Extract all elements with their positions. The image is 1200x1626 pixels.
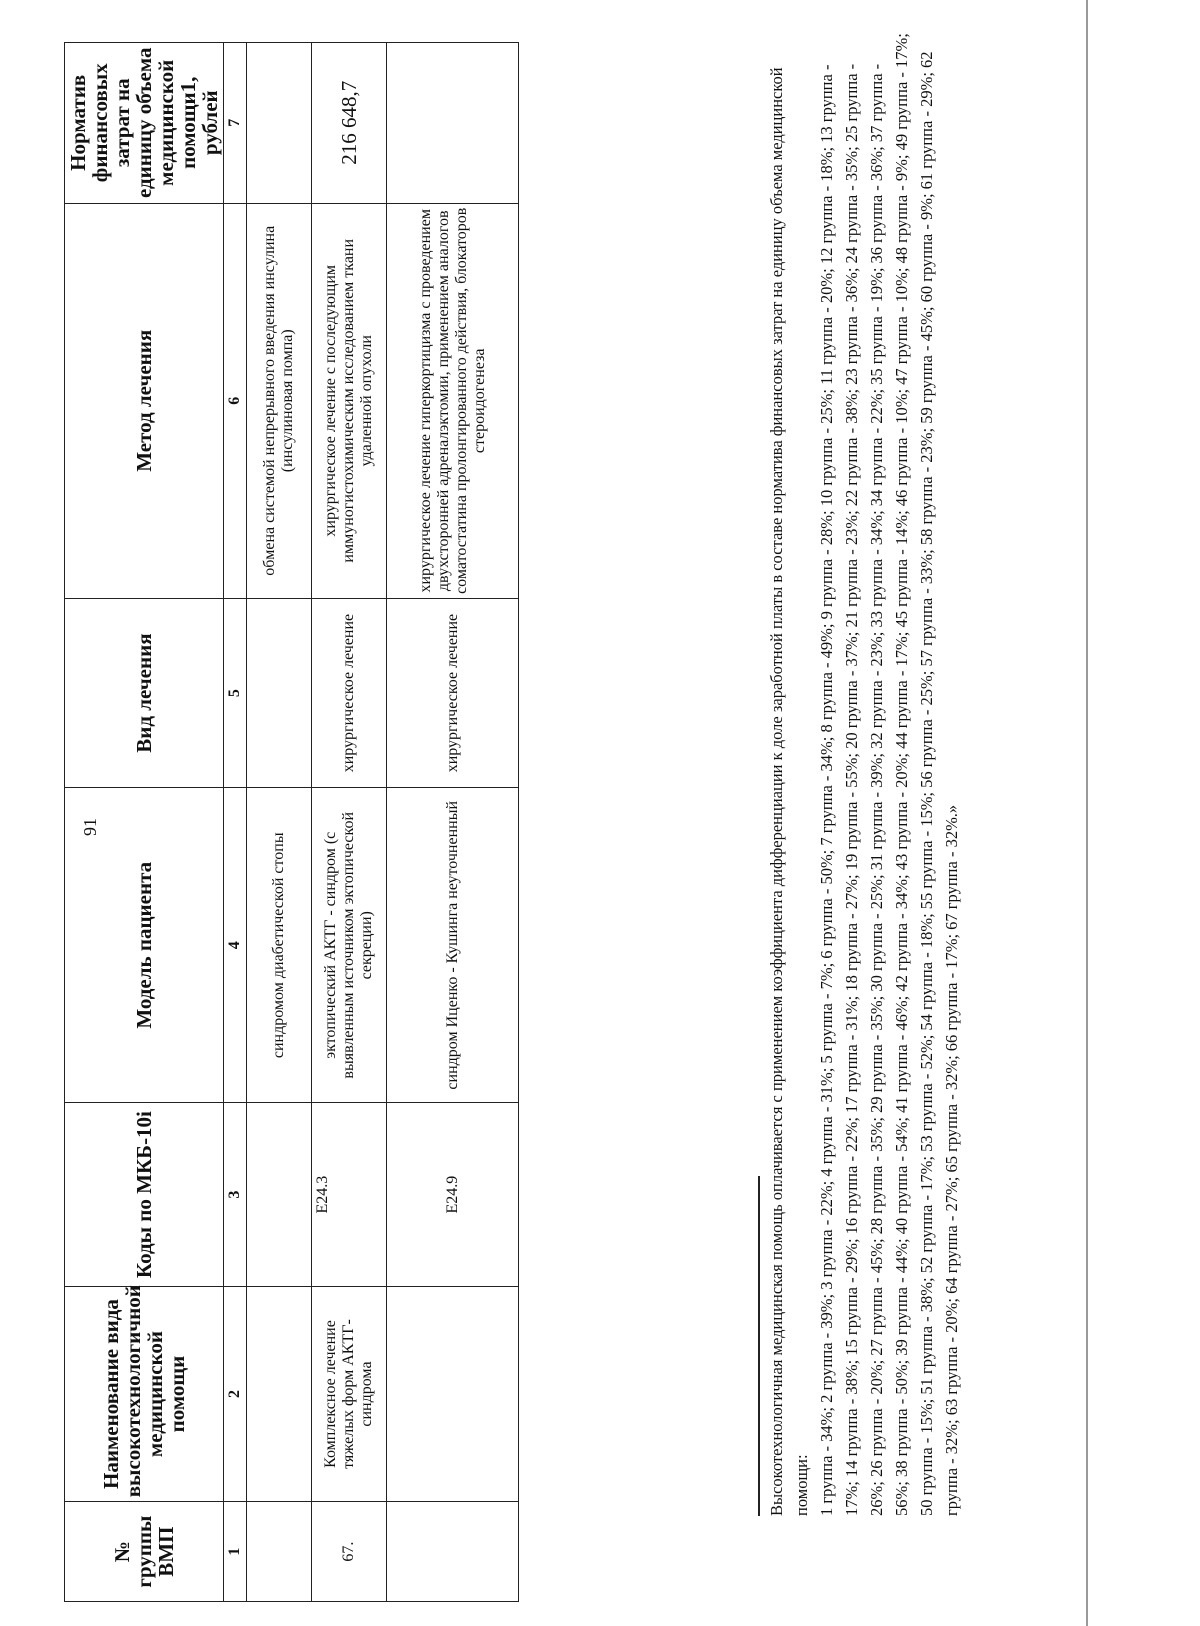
cell-cost: 216 648,7 [312,43,387,204]
column-number: 3 [224,1103,247,1286]
cell-model: синдромом диабетической стопы [247,788,312,1103]
footnote-groups: 1 группа - 34%; 2 группа - 39%; 3 группа - 22%; 4 группа - 31%; 5 группа - 7%; 6 группа - 50%; 7 группа - 34%; 8 группа - 49%; 9 группа - 28%; 10 группа - 25%; 11 группа - 20%; 12 группа - 18%; 13 группа - 17%; 14 группа - 38%; 15 группа - 29%; 16 группа - 22%; 17 группа - 31%; 18 группа - 27%; 19 группа - 55%; 20 группа - 37%; 21 группа - 23%; 22 группа - 38%; 23 группа - 36%; 24 группа - 35%; 25 группа - 26%; 26 группа - 20%; 27 группа - 45%; 28 группа - 35%; 29 группа - 35%; 30 группа - 25%; 31 группа - 39%; 32 группа - 23%; 33 группа - 34%; 34 группа - 22%; 35 группа - 19%; 36 группа - 36%; 37 группа - 56%; 38 группа - 50%; 39 группа - 44%; 40 группа - 54%; 41 группа - 46%; 42 группа - 34%; 43 группа - 20%; 44 группа - 17%; 45 группа - 14%; 46 группа - 10%; 47 группа - 10%; 48 группа - 9%; 49 группа - 17%; 50 группа - 15%; 51 группа - 38%; 52 группа - 17%; 53 группа - 52%; 54 группа - 18%; 55 группа - 15%; 56 группа - 25%; 57 группа - 33%; 58 группа - 23%; 59 группа - 45%; 60 группа - 9%; 61 группа - 29%; 62 группа - 32%; 63 группа - 20%; 64 группа - 27%; 65 группа - 32%; 66 группа - 17%; 67 группа - 32%.» [816,33,962,1516]
cell-method: хирургическое лечение гиперкортицизма с проведением двухсторонней адреналэктомии, применением аналогов соматостатина пролонгированного действия, блокаторов стероидогенеза [387,203,519,598]
header-care-type: Наименование вида высокотехнологичной медицинской помощи [65,1286,224,1502]
cell-group [247,1502,312,1602]
cell-code: E24.9 [387,1103,519,1286]
column-number: 1 [224,1502,247,1602]
footnote-intro: Высокотехнологичная медицинская помощь оплачивается с применением коэффициента дифференциации к доле заработной платы в составе норматива финансовых затрат на единицу объема медицинской помощи: [766,67,811,1516]
cell-type: хирургическое лечение [312,599,387,788]
vmp-table [64,42,519,1602]
table-row [312,43,387,1602]
footnote [758,26,964,1516]
scan-edge-line [1086,0,1088,1626]
cell-name: Комплексное лечение тяжелых форм АКТГ-синдрома [312,1286,387,1502]
cell-method: хирургическое лечение с последующим иммуногистохимическим исследованием ткани удаленной опухоли [312,203,387,598]
column-number: 4 [224,788,247,1103]
cell-name [247,1286,312,1502]
cell-cost [247,43,312,204]
header-treatment-method: Метод лечения [65,203,224,598]
cell-group: 67. [312,1502,387,1602]
cell-group [387,1502,519,1602]
column-number: 5 [224,599,247,788]
cell-code: E24.3 [312,1103,387,1286]
cell-code [247,1103,312,1286]
cell-cost [387,43,519,204]
cell-type: хирургическое лечение [387,599,519,788]
column-number: 7 [224,43,247,204]
cell-model: эктопический АКТГ - синдром (с выявленным источником эктопической секреции) [312,788,387,1103]
column-number: 6 [224,203,247,598]
header-treatment-type: Вид лечения [65,599,224,788]
header-cost-standard: Норматив финансовых затрат на единицу объема медицинской помощи1, рублей [65,43,224,204]
header-patient-model: Модель пациента [65,788,224,1103]
cell-type [247,599,312,788]
cell-model: синдром Иценко - Кушинга неуточненный [387,788,519,1103]
column-number: 2 [224,1286,247,1502]
page-number: 91 [80,818,100,836]
footnote-separator [758,1176,760,1516]
header-icd-codes: Коды по МКБ-10i [65,1103,224,1286]
table-header-row [65,43,224,1602]
table-row [387,43,519,1602]
column-number-row [224,43,247,1602]
cell-name [387,1286,519,1502]
cell-method: обмена системой непрерывного введения инсулина (инсулиновая помпа) [247,203,312,598]
table-row [247,43,312,1602]
header-group-number: № группы ВМП [65,1502,224,1602]
